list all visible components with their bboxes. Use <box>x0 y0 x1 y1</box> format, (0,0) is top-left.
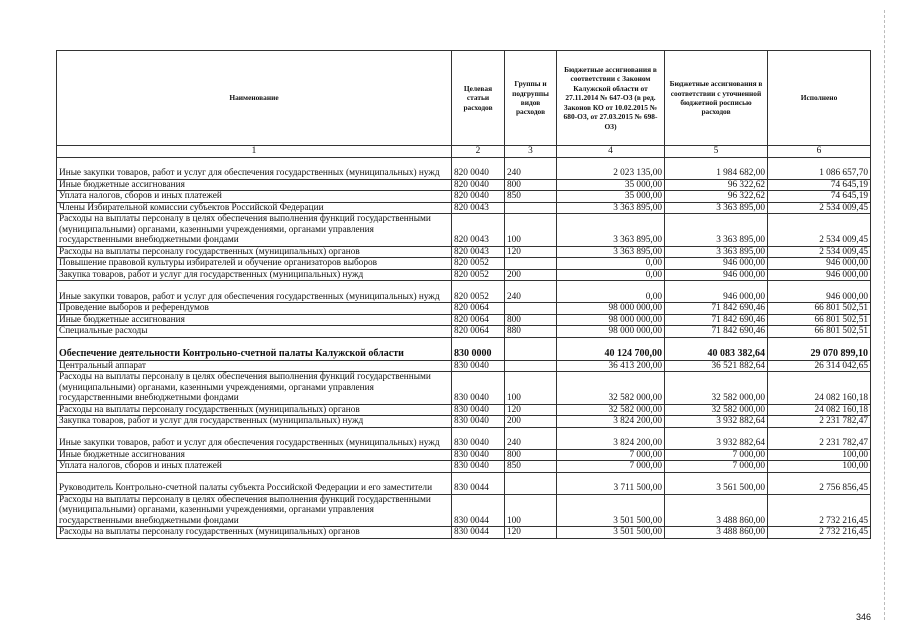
cell-done: 24 082 160,18 <box>768 404 871 416</box>
cell-budget: 3 363 895,00 <box>665 202 768 214</box>
cell-law: 35 000,00 <box>557 179 665 191</box>
cell-budget: 36 521 882,64 <box>665 360 768 372</box>
cell-budget: 96 322,62 <box>665 179 768 191</box>
cell-done: 26 314 042,65 <box>768 360 871 372</box>
cell-code: 820 0064 <box>452 303 505 315</box>
cell-grp: 880 <box>505 326 557 338</box>
cell-law: 2 023 135,00 <box>557 157 665 179</box>
cell-done: 74 645,19 <box>768 179 871 191</box>
cell-budget: 32 582 000,00 <box>665 372 768 405</box>
table-row <box>57 416 871 428</box>
table-row <box>57 372 871 405</box>
cell-done: 100,00 <box>768 449 871 461</box>
table-row <box>57 494 871 527</box>
cell-grp: 100 <box>505 372 557 405</box>
table-row <box>57 179 871 191</box>
cell-code: 820 0064 <box>452 314 505 326</box>
cell-done: 66 801 502,51 <box>768 314 871 326</box>
cell-name: Проведение выборов и референдумов <box>57 303 452 315</box>
cell-code: 830 0040 <box>452 449 505 461</box>
cell-law: 3 363 895,00 <box>557 214 665 247</box>
cell-budget: 96 322,62 <box>665 191 768 203</box>
cell-law: 35 000,00 <box>557 191 665 203</box>
cell-name: Иные закупки товаров, работ и услуг для обеспечения государственных (муниципальных) нужд <box>57 281 452 303</box>
cell-name: Иные закупки товаров, работ и услуг для обеспечения государственных (муниципальных) нужд <box>57 427 452 449</box>
cell-name: Специальные расходы <box>57 326 452 338</box>
table-row <box>57 314 871 326</box>
cell-law: 3 501 500,00 <box>557 527 665 539</box>
cell-budget: 3 932 882,64 <box>665 427 768 449</box>
table-row <box>57 258 871 270</box>
cell-grp <box>505 472 557 494</box>
table-row <box>57 269 871 281</box>
cell-name: Иные бюджетные ассигнования <box>57 449 452 461</box>
cell-code: 830 0040 <box>452 461 505 473</box>
cell-name: Центральный аппарат <box>57 360 452 372</box>
cell-law: 0,00 <box>557 269 665 281</box>
cell-budget: 3 488 860,00 <box>665 527 768 539</box>
cell-law: 36 413 200,00 <box>557 360 665 372</box>
cell-grp: 200 <box>505 416 557 428</box>
column-number: 2 <box>452 146 505 158</box>
cell-code: 830 0044 <box>452 527 505 539</box>
cell-code: 830 0000 <box>452 337 505 360</box>
table-row <box>57 404 871 416</box>
cell-name: Расходы на выплаты персоналу государственных (муниципальных) органов <box>57 527 452 539</box>
cell-name: Иные бюджетные ассигнования <box>57 314 452 326</box>
cell-budget: 1 984 682,00 <box>665 157 768 179</box>
cell-law: 32 582 000,00 <box>557 372 665 405</box>
cell-grp: 120 <box>505 527 557 539</box>
table-row <box>57 527 871 539</box>
cell-budget: 7 000,00 <box>665 449 768 461</box>
cell-budget: 3 363 895,00 <box>665 214 768 247</box>
header-row <box>57 51 871 146</box>
cell-code: 830 0040 <box>452 360 505 372</box>
cell-code: 820 0043 <box>452 202 505 214</box>
cell-done: 74 645,19 <box>768 191 871 203</box>
cell-grp: 100 <box>505 494 557 527</box>
cell-grp <box>505 258 557 270</box>
cell-budget: 32 582 000,00 <box>665 404 768 416</box>
cell-code: 820 0040 <box>452 179 505 191</box>
cell-budget: 946 000,00 <box>665 269 768 281</box>
cell-grp <box>505 337 557 360</box>
cell-budget: 7 000,00 <box>665 461 768 473</box>
cell-name: Члены Избирательной комиссии субъектов Российской Федерации <box>57 202 452 214</box>
cell-done: 946 000,00 <box>768 281 871 303</box>
cell-done: 24 082 160,18 <box>768 372 871 405</box>
cell-grp: 800 <box>505 314 557 326</box>
cell-done: 66 801 502,51 <box>768 303 871 315</box>
table-row <box>57 202 871 214</box>
cell-done: 66 801 502,51 <box>768 326 871 338</box>
cell-done: 2 732 216,45 <box>768 494 871 527</box>
cell-grp: 240 <box>505 281 557 303</box>
column-number: 1 <box>57 146 452 158</box>
table-row <box>57 157 871 179</box>
cell-done: 2 534 009,45 <box>768 246 871 258</box>
cell-grp: 120 <box>505 246 557 258</box>
cell-law: 3 711 500,00 <box>557 472 665 494</box>
cell-law: 7 000,00 <box>557 449 665 461</box>
cell-law: 32 582 000,00 <box>557 404 665 416</box>
cell-law: 3 363 895,00 <box>557 246 665 258</box>
cell-law: 7 000,00 <box>557 461 665 473</box>
cell-done: 29 070 899,10 <box>768 337 871 360</box>
column-number: 6 <box>768 146 871 158</box>
cell-law: 3 824 200,00 <box>557 416 665 428</box>
column-number: 5 <box>665 146 768 158</box>
cell-done: 946 000,00 <box>768 258 871 270</box>
cell-budget: 71 842 690,46 <box>665 303 768 315</box>
column-number: 4 <box>557 146 665 158</box>
cell-grp: 200 <box>505 269 557 281</box>
page-number: 346 <box>856 612 872 622</box>
table-row <box>57 461 871 473</box>
cell-code: 830 0040 <box>452 372 505 405</box>
cell-grp: 850 <box>505 191 557 203</box>
table-row <box>57 214 871 247</box>
cell-code: 820 0043 <box>452 214 505 247</box>
cell-law: 3 363 895,00 <box>557 202 665 214</box>
cell-law: 3 824 200,00 <box>557 427 665 449</box>
cell-budget: 3 932 882,64 <box>665 416 768 428</box>
cell-code: 830 0040 <box>452 416 505 428</box>
cell-budget: 946 000,00 <box>665 258 768 270</box>
cell-code: 830 0044 <box>452 494 505 527</box>
cell-budget: 40 083 382,64 <box>665 337 768 360</box>
table-row <box>57 472 871 494</box>
cell-done: 100,00 <box>768 461 871 473</box>
cell-name: Расходы на выплаты персоналу государственных (муниципальных) органов <box>57 404 452 416</box>
cell-code: 830 0044 <box>452 472 505 494</box>
cell-grp: 240 <box>505 427 557 449</box>
cell-name: Повышение правовой культуры избирателей и обучение организаторов выборов <box>57 258 452 270</box>
cell-code: 820 0064 <box>452 326 505 338</box>
table-row <box>57 303 871 315</box>
table-row <box>57 337 871 360</box>
cell-done: 2 231 782,47 <box>768 416 871 428</box>
header-target: Целевая статьи расходов <box>452 51 505 146</box>
cell-done: 2 231 782,47 <box>768 427 871 449</box>
cell-code: 820 0052 <box>452 269 505 281</box>
cell-name: Закупка товаров, работ и услуг для государственных (муниципальных) нужд <box>57 269 452 281</box>
cell-code: 820 0043 <box>452 246 505 258</box>
table-row <box>57 191 871 203</box>
cell-grp: 850 <box>505 461 557 473</box>
table-row <box>57 281 871 303</box>
cell-budget: 71 842 690,46 <box>665 314 768 326</box>
cell-name: Расходы на выплаты персоналу в целях обеспечения выполнения функций государственными (муниципальными) органами, казенными учреждениями, органами управления государственными внебюджетными фондами <box>57 372 452 405</box>
cell-name: Расходы на выплаты персоналу государственных (муниципальных) органов <box>57 246 452 258</box>
cell-name: Иные закупки товаров, работ и услуг для обеспечения государственных (муниципальных) нужд <box>57 157 452 179</box>
cell-grp <box>505 303 557 315</box>
cell-budget: 71 842 690,46 <box>665 326 768 338</box>
cell-grp <box>505 202 557 214</box>
column-number-row <box>57 146 871 158</box>
cell-code: 820 0052 <box>452 258 505 270</box>
table-row <box>57 427 871 449</box>
cell-done: 2 534 009,45 <box>768 214 871 247</box>
cell-done: 1 086 657,70 <box>768 157 871 179</box>
table-body <box>57 157 871 538</box>
cell-done: 2 534 009,45 <box>768 202 871 214</box>
cell-code: 820 0040 <box>452 157 505 179</box>
header-name: Наименование <box>57 51 452 146</box>
column-number: 3 <box>505 146 557 158</box>
cell-law: 40 124 700,00 <box>557 337 665 360</box>
cell-law: 98 000 000,00 <box>557 303 665 315</box>
budget-table <box>56 50 871 539</box>
cell-name: Руководитель Контрольно-счетной палаты субъекта Российской Федерации и его заместители <box>57 472 452 494</box>
cell-budget: 946 000,00 <box>665 281 768 303</box>
page-edge-line <box>884 10 885 620</box>
cell-name: Иные бюджетные ассигнования <box>57 179 452 191</box>
cell-grp: 800 <box>505 449 557 461</box>
table-row <box>57 326 871 338</box>
cell-name: Закупка товаров, работ и услуг для государственных (муниципальных) нужд <box>57 416 452 428</box>
cell-done: 2 756 856,45 <box>768 472 871 494</box>
cell-budget: 3 488 860,00 <box>665 494 768 527</box>
header-done: Исполнено <box>768 51 871 146</box>
table-row <box>57 360 871 372</box>
cell-name: Расходы на выплаты персоналу в целях обеспечения выполнения функций государственными (муниципальными) органами, казенными учреждениями, органами управления государственными внебюджетными фондами <box>57 494 452 527</box>
cell-grp: 120 <box>505 404 557 416</box>
cell-code: 830 0040 <box>452 427 505 449</box>
cell-budget: 3 363 895,00 <box>665 246 768 258</box>
cell-name: Уплата налогов, сборов и иных платежей <box>57 191 452 203</box>
header-groups: Группы и подгруппы видов расходов <box>505 51 557 146</box>
table-row <box>57 449 871 461</box>
cell-name: Обеспечение деятельности Контрольно-счетной палаты Калужской области <box>57 337 452 360</box>
cell-grp: 800 <box>505 179 557 191</box>
cell-grp: 240 <box>505 157 557 179</box>
cell-law: 3 501 500,00 <box>557 494 665 527</box>
table-row <box>57 246 871 258</box>
header-budget: Бюджетные ассигнования в соответствии с уточненной бюджетной росписью расходов <box>665 51 768 146</box>
cell-law: 98 000 000,00 <box>557 326 665 338</box>
cell-code: 820 0040 <box>452 191 505 203</box>
cell-law: 98 000 000,00 <box>557 314 665 326</box>
cell-grp <box>505 360 557 372</box>
cell-name: Расходы на выплаты персоналу в целях обеспечения выполнения функций государственными (муниципальными) органами, казенными учреждениями, органами управления государственными внебюджетными фондами <box>57 214 452 247</box>
cell-name: Уплата налогов, сборов и иных платежей <box>57 461 452 473</box>
cell-code: 820 0052 <box>452 281 505 303</box>
header-law: Бюджетные ассигнования в соответствии с Законом Калужской области от 27.11.2014 № 647-ОЗ (в ред. Законов КО от 10.02.2015 № 680-ОЗ, от 27.03.2015 № 698-ОЗ) <box>557 51 665 146</box>
cell-budget: 3 561 500,00 <box>665 472 768 494</box>
cell-law: 0,00 <box>557 281 665 303</box>
cell-code: 830 0040 <box>452 404 505 416</box>
cell-law: 0,00 <box>557 258 665 270</box>
cell-done: 2 732 216,45 <box>768 527 871 539</box>
cell-grp: 100 <box>505 214 557 247</box>
cell-done: 946 000,00 <box>768 269 871 281</box>
